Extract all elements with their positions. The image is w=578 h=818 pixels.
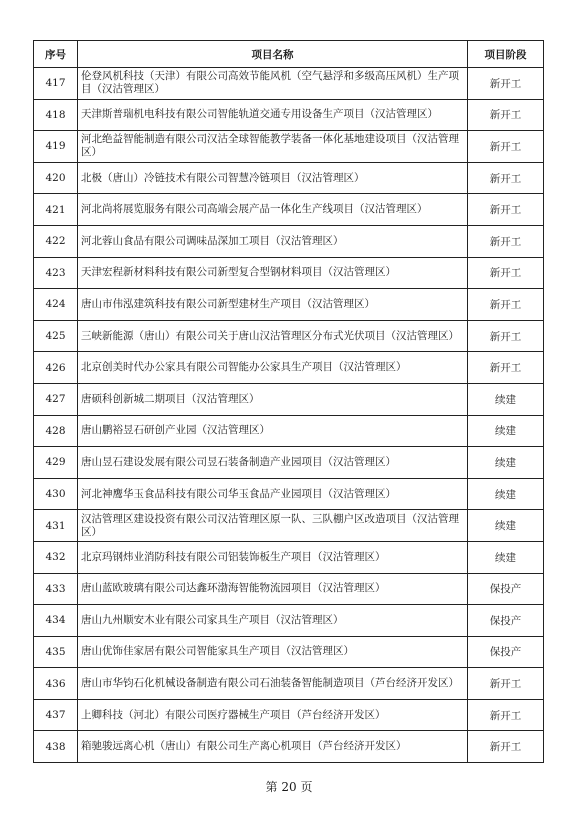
row-serial-number: 421 — [34, 194, 78, 226]
project-table — [33, 40, 544, 763]
row-project-stage: 新开工 — [468, 731, 544, 763]
table-row — [34, 636, 544, 668]
row-project-stage: 新开工 — [468, 99, 544, 131]
row-project-stage: 新开工 — [468, 225, 544, 257]
row-serial-number: 427 — [34, 383, 78, 415]
table-row — [34, 573, 544, 605]
row-serial-number: 419 — [34, 131, 78, 163]
table-row — [34, 225, 544, 257]
row-project-stage: 续建 — [468, 478, 544, 510]
row-serial-number: 420 — [34, 162, 78, 194]
table-row — [34, 415, 544, 447]
row-serial-number: 431 — [34, 510, 78, 542]
row-project-name: 唐山鹏裕昱石研创产业园（汉沽管理区） — [78, 415, 468, 447]
row-project-name: 唐山昱石建设发展有限公司昱石装备制造产业园项目（汉沽管理区） — [78, 447, 468, 479]
header-serial-number: 序号 — [34, 41, 78, 68]
row-serial-number: 422 — [34, 225, 78, 257]
row-serial-number: 424 — [34, 289, 78, 321]
row-project-name: 箱驰骏远离心机（唐山）有限公司生产离心机项目（芦台经济开发区） — [78, 731, 468, 763]
row-serial-number: 436 — [34, 668, 78, 700]
header-project-name: 项目名称 — [78, 41, 468, 68]
table-body — [34, 68, 544, 763]
table-row — [34, 194, 544, 226]
row-project-stage: 新开工 — [468, 68, 544, 100]
row-project-name: 北京玛钢炜业消防科技有限公司铝装饰板生产项目（汉沽管理区） — [78, 541, 468, 573]
table-row — [34, 447, 544, 479]
table-row — [34, 731, 544, 763]
table-header-row — [34, 41, 544, 68]
row-serial-number: 426 — [34, 352, 78, 384]
row-serial-number: 428 — [34, 415, 78, 447]
row-project-stage: 续建 — [468, 510, 544, 542]
row-project-stage: 保投产 — [468, 605, 544, 637]
row-project-stage: 续建 — [468, 447, 544, 479]
row-project-name: 唐山九州顺安木业有限公司家具生产项目（汉沽管理区） — [78, 605, 468, 637]
row-project-stage: 新开工 — [468, 352, 544, 384]
table-row — [34, 68, 544, 100]
row-serial-number: 435 — [34, 636, 78, 668]
row-serial-number: 425 — [34, 320, 78, 352]
row-project-name: 河北绝益智能制造有限公司汉沽全球智能教学装备一体化基地建设项目（汉沽管理区） — [78, 131, 468, 163]
table-row — [34, 668, 544, 700]
row-serial-number: 417 — [34, 68, 78, 100]
row-project-stage: 新开工 — [468, 289, 544, 321]
table-row — [34, 99, 544, 131]
row-project-name: 唐山优饰佳家居有限公司智能家具生产项目（汉沽管理区） — [78, 636, 468, 668]
row-project-name: 伦登风机科技（天津）有限公司高效节能风机（空气悬浮和多级高压风机）生产项目（汉沽管理区） — [78, 68, 468, 100]
table-row — [34, 352, 544, 384]
row-project-name: 唐硕科创新城二期项目（汉沽管理区） — [78, 383, 468, 415]
row-project-name: 河北蓉山食品有限公司调味品深加工项目（汉沽管理区） — [78, 225, 468, 257]
header-project-stage: 项目阶段 — [468, 41, 544, 68]
row-project-name: 唐山市华钧石化机械设备制造有限公司石油装备智能制造项目（芦台经济开发区） — [78, 668, 468, 700]
table-row — [34, 162, 544, 194]
row-serial-number: 418 — [34, 99, 78, 131]
row-project-stage: 新开工 — [468, 668, 544, 700]
row-project-name: 唐山市伟泓建筑科技有限公司新型建材生产项目（汉沽管理区） — [78, 289, 468, 321]
table-row — [34, 605, 544, 637]
row-serial-number: 437 — [34, 699, 78, 731]
row-project-stage: 新开工 — [468, 131, 544, 163]
row-project-name: 北极（唐山）冷链技术有限公司智慧冷链项目（汉沽管理区） — [78, 162, 468, 194]
row-project-name: 天津斯普瑞机电科技有限公司智能轨道交通专用设备生产项目（汉沽管理区） — [78, 99, 468, 131]
row-project-stage: 新开工 — [468, 257, 544, 289]
row-project-name: 三峡新能源（唐山）有限公司关于唐山汉沽管理区分布式光伏项目（汉沽管理区） — [78, 320, 468, 352]
page-number: 第 20 页 — [265, 780, 313, 794]
table-row — [34, 320, 544, 352]
row-project-stage: 新开工 — [468, 320, 544, 352]
row-project-stage: 新开工 — [468, 194, 544, 226]
table-row — [34, 541, 544, 573]
row-serial-number: 430 — [34, 478, 78, 510]
row-project-name: 河北尚将展览服务有限公司高端会展产品一体化生产线项目（汉沽管理区） — [78, 194, 468, 226]
row-project-name: 上卿科技（河北）有限公司医疗器械生产项目（芦台经济开发区） — [78, 699, 468, 731]
row-project-stage: 续建 — [468, 415, 544, 447]
row-serial-number: 434 — [34, 605, 78, 637]
row-project-name: 北京创美时代办公家具有限公司智能办公家具生产项目（汉沽管理区） — [78, 352, 468, 384]
row-serial-number: 433 — [34, 573, 78, 605]
table-row — [34, 699, 544, 731]
row-project-stage: 新开工 — [468, 162, 544, 194]
row-project-stage: 保投产 — [468, 573, 544, 605]
row-project-stage: 保投产 — [468, 636, 544, 668]
table-row — [34, 257, 544, 289]
row-project-stage: 续建 — [468, 383, 544, 415]
row-project-name: 天津宏程新材料科技有限公司新型复合型钢材料项目（汉沽管理区） — [78, 257, 468, 289]
row-project-stage: 续建 — [468, 541, 544, 573]
row-project-stage: 新开工 — [468, 699, 544, 731]
row-serial-number: 429 — [34, 447, 78, 479]
row-serial-number: 432 — [34, 541, 78, 573]
row-project-name: 河北神鹰华玉食品科技有限公司华玉食品产业园项目（汉沽管理区） — [78, 478, 468, 510]
table-row — [34, 383, 544, 415]
row-serial-number: 423 — [34, 257, 78, 289]
table-row — [34, 289, 544, 321]
row-serial-number: 438 — [34, 731, 78, 763]
row-project-name: 汉沽管理区建设投资有限公司汉沽管理区原一队、三队棚户区改造项目（汉沽管理区） — [78, 510, 468, 542]
row-project-name: 唐山蓝欧玻璃有限公司达鑫环渤海智能物流园项目（汉沽管理区） — [78, 573, 468, 605]
table-row — [34, 510, 544, 542]
table-row — [34, 478, 544, 510]
table-row — [34, 131, 544, 163]
